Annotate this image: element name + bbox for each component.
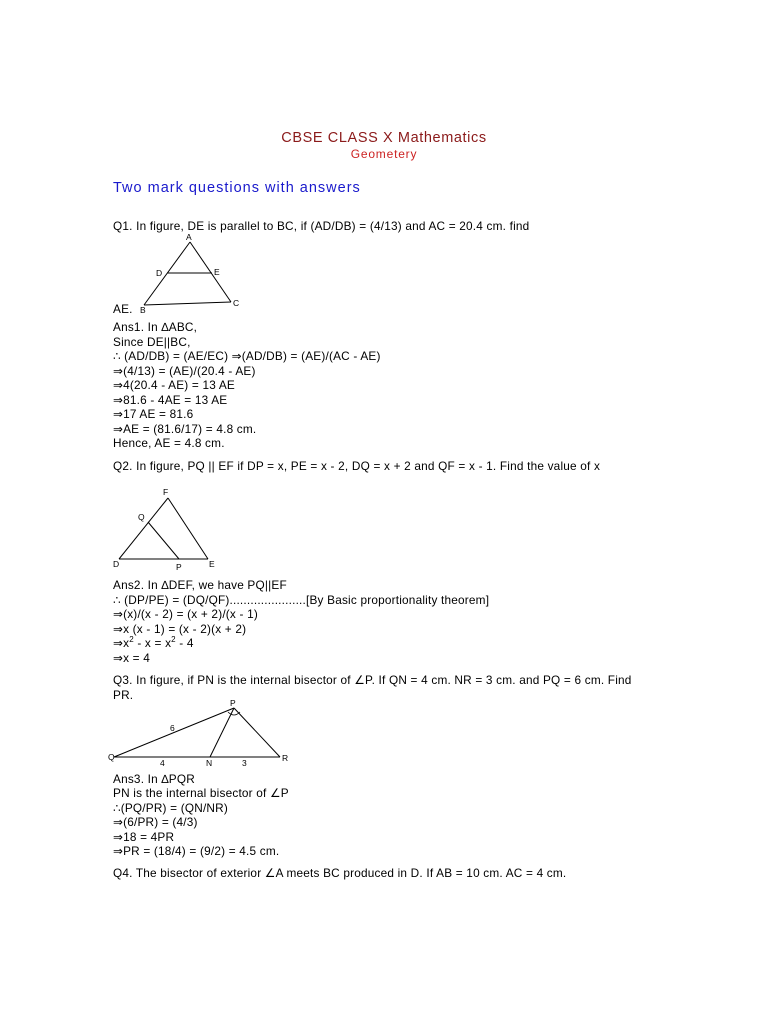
- page-title: CBSE CLASS X Mathematics: [281, 130, 487, 146]
- q1-answer-line: Hence, AE = 4.8 cm.: [113, 436, 225, 450]
- q2-answer-part: ⇒x: [113, 636, 130, 650]
- q2-answer-part: - x = x: [133, 636, 172, 650]
- q2-question: Q2. In figure, PQ || EF if DP = x, PE = x - 2, DQ = x + 2 and QF = x - 1. Find the value of x: [113, 459, 601, 473]
- q3-answer-line: Ans3. In ∆PQR: [113, 772, 195, 786]
- q1-label-c: C: [233, 298, 240, 308]
- q2-answer-line: ⇒x (x - 1) = (x - 2)(x + 2): [113, 622, 247, 636]
- q2-segment-pq: [148, 522, 179, 559]
- q3-answer-line: PN is the internal bisector of ∠P: [113, 786, 289, 800]
- q1-label-d: D: [156, 268, 163, 278]
- q3-triangle-figure: [108, 698, 293, 768]
- q2-label-p: P: [176, 562, 182, 572]
- q1-label-b: B: [140, 305, 146, 314]
- q3-question: Q3. In figure, if PN is the internal bisector of ∠P. If QN = 4 cm. NR = 3 cm. and PQ = 6 cm. Find PR.: [113, 673, 632, 702]
- q2-side-fe: [168, 498, 208, 559]
- q1-answer-line: Since DE||BC,: [113, 335, 191, 349]
- q1-answer-line: ⇒AE = (81.6/17) = 4.8 cm.: [113, 422, 257, 436]
- q2-exponent: 2: [129, 635, 134, 645]
- q2-triangle-figure: [113, 486, 228, 572]
- q2-answer-line: [113, 636, 194, 651]
- q2-side-fd: [119, 498, 168, 559]
- q1-answer-line: ⇒4(20.4 - AE) = 13 AE: [113, 378, 235, 392]
- q3-length-qn: 4: [160, 758, 165, 768]
- q3-length-pq: 6: [170, 723, 175, 733]
- q3-side-pr: [234, 708, 280, 757]
- q3-answer-line: ∴(PQ/PR) = (QN/NR): [113, 801, 228, 815]
- q1-triangle-figure: [138, 232, 248, 314]
- q1-answer-line: Ans1. In ∆ABC,: [113, 320, 198, 334]
- q1-answer-line: ⇒17 AE = 81.6: [113, 407, 194, 421]
- q4-question: Q4. The bisector of exterior ∠A meets BC produced in D. If AB = 10 cm. AC = 4 cm.: [113, 866, 567, 880]
- q3-bisector-pn: [210, 708, 234, 757]
- q1-label-a: A: [186, 232, 192, 242]
- q2-answer-line: Ans2. In ∆DEF, we have PQ||EF: [113, 578, 287, 592]
- q3-label-q: Q: [108, 752, 115, 762]
- q3-label-n: N: [206, 758, 213, 768]
- q1-question-end: AE.: [113, 302, 133, 316]
- q3-label-r: R: [282, 753, 289, 763]
- q1-side-ac: [190, 242, 231, 302]
- q2-answer-line: ∴ (DP/PE) = (DQ/QF)......................[By Basic proportionality theorem]: [113, 593, 490, 607]
- q2-answer-line: ⇒(x)/(x - 2) = (x + 2)/(x - 1): [113, 607, 258, 621]
- q3-answer-line: ⇒18 = 4PR: [113, 830, 175, 844]
- q1-answer-line: ∴ (AD/DB) = (AE/EC) ⇒(AD/DB) = (AE)/(AC - AE): [113, 349, 381, 363]
- q2-label-q: Q: [138, 512, 145, 522]
- q1-answer-line: ⇒(4/13) = (AE)/(20.4 - AE): [113, 364, 256, 378]
- q3-length-nr: 3: [242, 758, 247, 768]
- page-subtitle: Geometery: [350, 147, 418, 161]
- q1-question: Q1. In figure, DE is parallel to BC, if (AD/DB) = (4/13) and AC = 20.4 cm. find: [113, 219, 530, 233]
- q2-label-f: F: [163, 487, 169, 497]
- q2-label-e: E: [209, 559, 215, 569]
- q2-answer-part: - 4: [175, 636, 194, 650]
- q3-label-p: P: [230, 698, 236, 708]
- section-heading: Two mark questions with answers: [113, 180, 361, 196]
- q2-exponent: 2: [171, 635, 176, 645]
- q2-answer-line: ⇒x = 4: [113, 651, 150, 665]
- q3-answer-line: ⇒(6/PR) = (4/3): [113, 815, 198, 829]
- q2-label-d: D: [113, 559, 120, 569]
- q1-label-e: E: [214, 267, 220, 277]
- q1-answer-line: ⇒81.6 - 4AE = 13 AE: [113, 393, 228, 407]
- q1-side-bc: [144, 302, 231, 305]
- q3-answer-line: ⇒PR = (18/4) = (9/2) = 4.5 cm.: [113, 844, 280, 858]
